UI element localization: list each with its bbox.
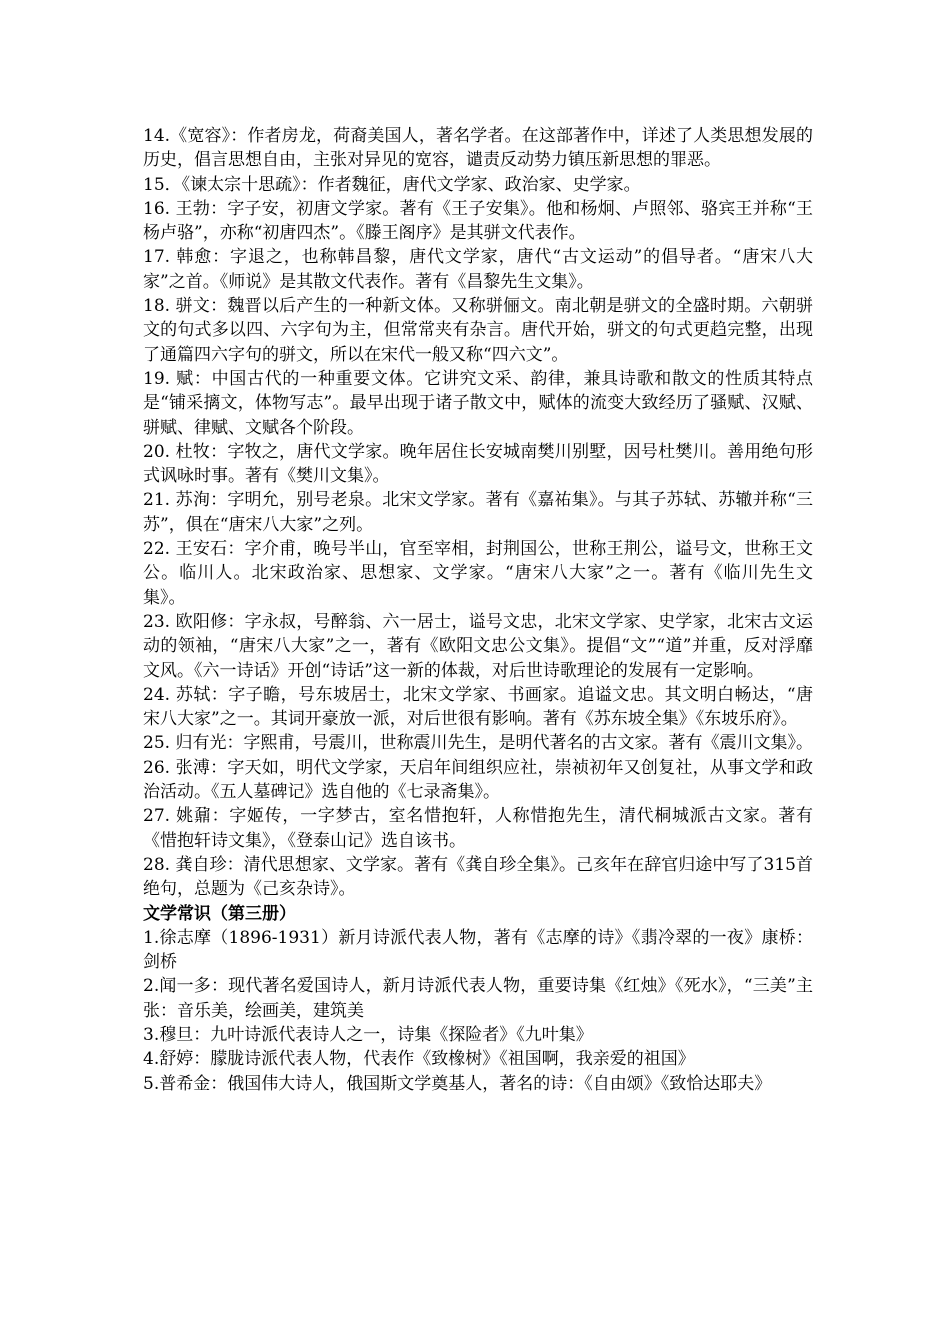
entry-xu-zhimo: 1.徐志摩（1896-1931）新月诗派代表人物，著有《志摩的诗》《翡冷翠的一夜》康桥：剑桥 xyxy=(143,927,813,973)
entry-ouyang-xiu: 23. 欧阳修：字永叔，号醉翁、六一居士，谥号文忠，北宋文学家、史学家，北宋古文运动的领袖，“唐宋八大家”之一，著有《欧阳文忠公文集》。提倡“文”“道”并重，反对浮靡文风。《六一诗话》开创“诗话”这一新的体裁，对后世诗歌理论的发展有一定影响。 xyxy=(143,611,813,681)
entry-su-shi: 24. 苏轼：字子瞻，号东坡居士，北宋文学家、书画家。追谥文忠。其文明白畅达，“唐宋八大家”之一。其词开豪放一派，对后世很有影响。著有《苏东坡全集》《东坡乐府》。 xyxy=(143,684,813,730)
entry-gui-youguang: 25. 归有光：字熙甫，号震川，世称震川先生，是明代著名的古文家。著有《震川文集》。 xyxy=(143,733,813,754)
entry-wang-anshi: 22. 王安石：字介甫，晚号半山，官至宰相，封荆国公，世称王荆公，谥号文，世称王文公。临川人。北宋政治家、思想家、文学家。“唐宋八大家”之一。著有《临川先生文集》。 xyxy=(143,539,813,608)
entry-pianwen: 18. 骈文：魏晋以后产生的一种新文体。又称骈俪文。南北朝是骈文的全盛时期。六朝骈文的句式多以四、六字句为主，但常常夹有杂言。唐代开始，骈文的句式更趋完整，出现了通篇四六字句的骈文，所以在宋代一般又称“四六文”。 xyxy=(143,296,813,365)
entry-su-xun: 21. 苏洵：字明允，别号老泉。北宋文学家。著有《嘉祐集》。与其子苏轼、苏辙并称“三苏”，俱在“唐宋八大家”之列。 xyxy=(143,490,813,535)
entry-fu: 19. 赋：中国古代的一种重要文体。它讲究文采、韵律，兼具诗歌和散文的性质其特点是“铺采摛文，体物写志”。最早出现于诸子散文中，赋体的流变大致经历了骚赋、汉赋、骈赋、律赋、文赋各个阶段。 xyxy=(143,368,813,438)
entry-yao-nai: 27. 姚鼐：字姬传，一字梦古，室名惜抱轩，人称惜抱先生，清代桐城派古文家。著有《惜抱轩诗文集》，《登泰山记》选自该书。 xyxy=(143,806,813,851)
entry-han-yu: 17. 韩愈：字退之，也称韩昌黎，唐代文学家，唐代“古文运动”的倡导者。“唐宋八大家”之首。《师说》是其散文代表作。著有《昌黎先生文集》。 xyxy=(143,247,813,292)
document-page xyxy=(143,124,813,1096)
entry-pushkin: 5.普希金：俄国伟大诗人，俄国斯文学奠基人，著名的诗：《自由颂》《致恰达耶夫》 xyxy=(143,1073,772,1094)
entry-shu-ting: 4.舒婷：朦胧诗派代表人物，代表作《致橡树》《祖国啊，我亲爱的祖国》 xyxy=(143,1049,695,1070)
entry-wang-bo: 16. 王勃：字子安，初唐文学家。著有《王子安集》。他和杨炯、卢照邻、骆宾王并称“王杨卢骆”，亦称“初唐四杰”。《滕王阁序》是其骈文代表作。 xyxy=(143,198,813,244)
entry-mu-dan: 3.穆旦：九叶诗派代表诗人之一，诗集《探险者》《九叶集》 xyxy=(143,1024,593,1045)
section-heading: 文学常识（第三册） xyxy=(143,903,296,924)
entry-gong-zizhen: 28. 龚自珍：清代思想家、文学家。著有《龚自珍全集》。己亥年在辞官归途中写了315首绝句，总题为《己亥杂诗》。 xyxy=(143,854,813,900)
entry-jian-taizong: 15．《谏太宗十思疏》：作者魏征，唐代文学家、政治家、史学家。 xyxy=(143,174,641,195)
entry-wen-yiduo: 2.闻一多：现代著名爱国诗人，新月诗派代表人物，重要诗集《红烛》《死水》，“三美”主张：音乐美，绘画美，建筑美 xyxy=(143,976,813,1021)
entry-zhang-pu: 26. 张溥：字天如，明代文学家，天启年间组织应社，崇祯初年又创复社，从事文学和政治活动。《五人墓碑记》选自他的《七录斋集》。 xyxy=(143,757,813,803)
entry-du-mu: 20. 杜牧：字牧之，唐代文学家。晚年居住长安城南樊川别墅，因号杜樊川。善用绝句形式讽咏时事。著有《樊川文集》。 xyxy=(143,441,813,487)
entry-kuanrong: 14.《宽容》：作者房龙，荷裔美国人，著名学者。在这部著作中，详述了人类思想发展的历史，倡言思想自由，主张对异见的宽容，谴责反动势力镇压新思想的罪恶。 xyxy=(143,126,813,171)
